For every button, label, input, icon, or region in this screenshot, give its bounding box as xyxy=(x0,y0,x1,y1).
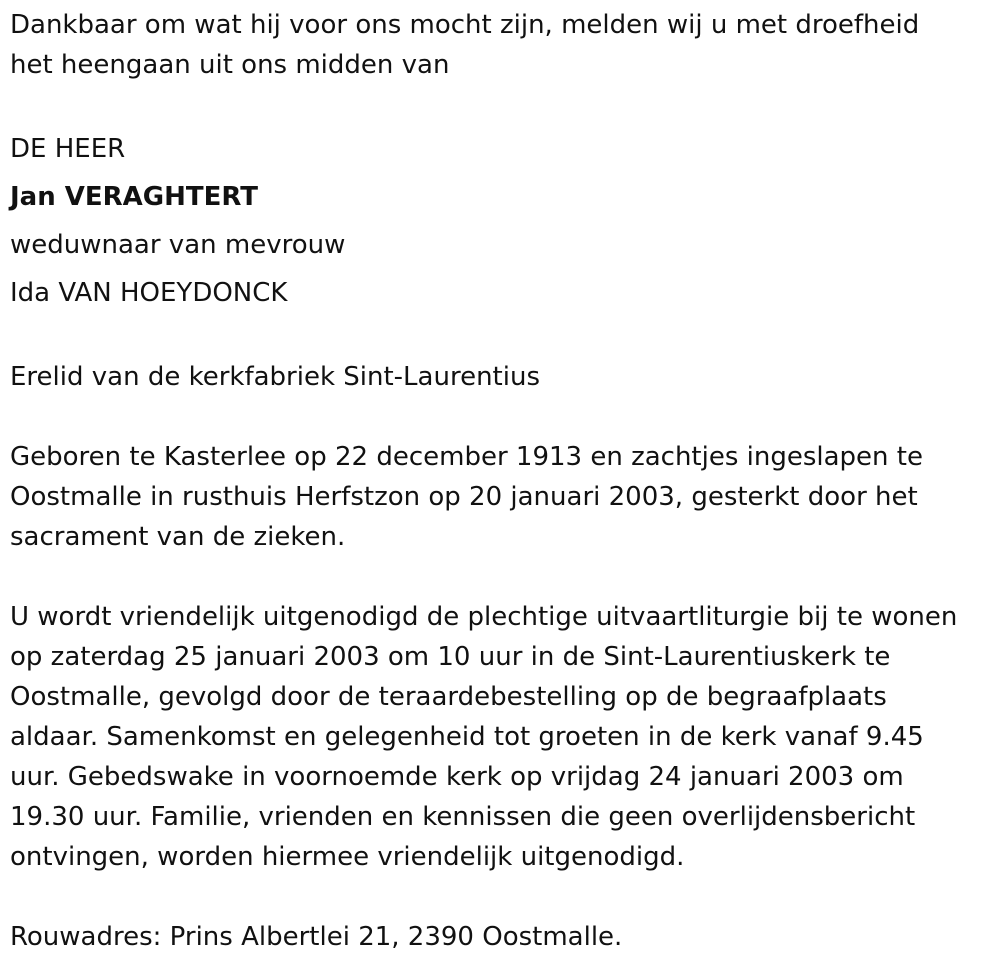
spouse-intro: weduwnaar van mevrouw xyxy=(10,230,346,260)
name-block xyxy=(10,125,995,317)
spacer xyxy=(10,85,995,125)
funeral-text: U wordt vriendelijk uitgenodigd de plechtige uitvaartliturgie bij te wonen op zaterdag 25 januari 2003 om 10 uur in de Sint-Laurentiuskerk te Oostmalle, gevolgd door de teraardebestelling op de begraafplaats aldaar. Samenkomst en gelegenheid tot groeten in de kerk vanaf 9.45 uur. Gebedswake in voornoemde kerk op vrijdag 24 januari 2003 om 19.30 uur. Familie, vrienden en kennissen die geen overlijdensbericht ontvingen, worden hiermee vriendelijk uitgenodigd. xyxy=(10,602,958,872)
title-prefix: DE HEER xyxy=(10,134,126,164)
spacer xyxy=(10,557,995,597)
honor-text: Erelid van de kerkfabriek Sint-Laurentius xyxy=(10,362,540,392)
intro-text: Dankbaar om wat hij voor ons mocht zijn, melden wij u met droefheid het heengaan uit ons midden van xyxy=(10,10,920,80)
address-text: Rouwadres: Prins Albertlei 21, 2390 Oostmalle. xyxy=(10,922,623,952)
death-notice xyxy=(10,5,995,957)
spacer xyxy=(10,397,995,437)
spacer xyxy=(10,317,995,357)
deceased-name: Jan VERAGHTERT xyxy=(10,182,258,212)
spacer xyxy=(10,877,995,917)
birth-death-text: Geboren te Kasterlee op 22 december 1913 en zachtjes ingeslapen te Oostmalle in rusthuis Herfstzon op 20 januari 2003, gesterkt door het sacrament van de zieken. xyxy=(10,442,923,552)
spouse-name: Ida VAN HOEYDONCK xyxy=(10,278,288,308)
